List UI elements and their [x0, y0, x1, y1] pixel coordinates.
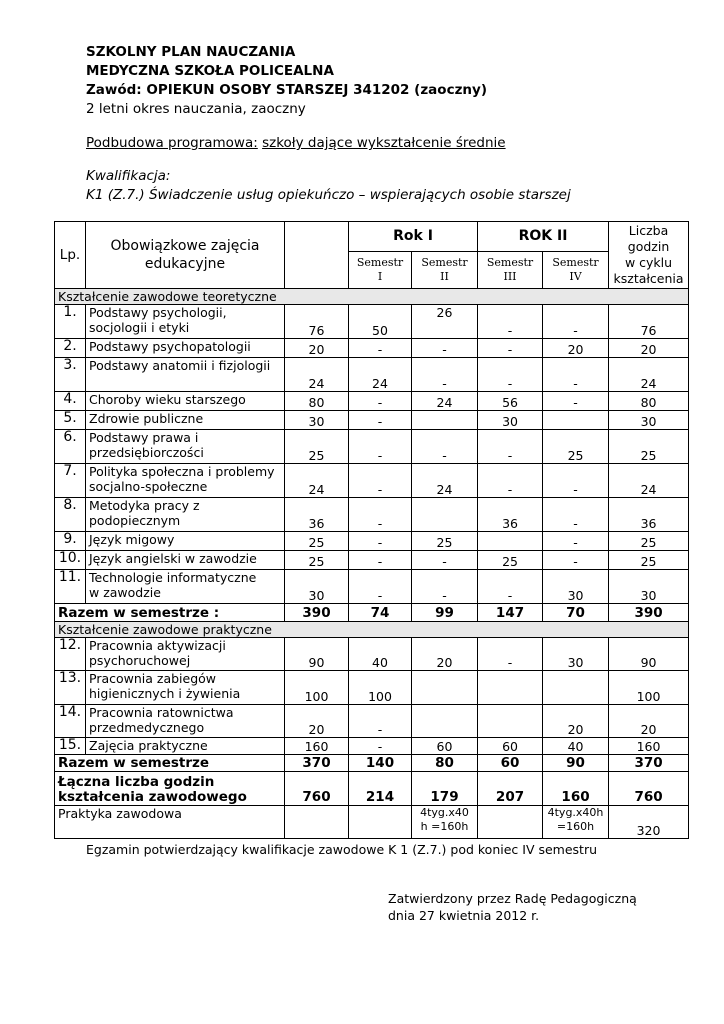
theory-rows [55, 305, 689, 604]
row-sem-3: - [478, 430, 543, 464]
practice-sum-row [55, 755, 689, 772]
row-sem-4: - [543, 551, 609, 570]
row-sem-2: - [412, 551, 478, 570]
row-subject-line1: Język angielski w zawodzie [89, 551, 257, 566]
row-subject [86, 671, 285, 705]
sem-label: Semestr [421, 256, 468, 269]
table-row [55, 738, 689, 755]
podbudowa-value: szkoły dające wykształcenie średnie [262, 135, 506, 151]
row-total: 20 [609, 705, 689, 738]
row-total: 20 [609, 339, 689, 358]
row-subject [86, 411, 285, 430]
row-subject-line2: higienicznych i żywienia [89, 686, 241, 701]
school-name: MEDYCZNA SZKOŁA POLICEALNA [86, 63, 334, 79]
table-row [55, 305, 689, 339]
row-sem-2 [412, 498, 478, 532]
sum-cell: 370 [285, 755, 349, 772]
egzamin-note: Egzamin potwierdzający kwalifikacje zawodowe K 1 (Z.7.) pod koniec IV semestru [86, 842, 598, 857]
praktyka-s2-line2: h =160h [420, 820, 469, 833]
row-sem-3: 60 [478, 738, 543, 755]
row-sem-2: 60 [412, 738, 478, 755]
doc-title: SZKOLNY PLAN NAUCZANIA [86, 44, 296, 60]
row-sem-1: - [349, 339, 412, 358]
row-total: 160 [609, 738, 689, 755]
approval-line1: Zatwierdzony przez Radę Pedagogiczną [388, 891, 637, 906]
row-total: 80 [609, 392, 689, 411]
row-sem-4: - [543, 464, 609, 498]
sem-number: I [377, 270, 383, 283]
row-subject-line2: psychoruchowej [89, 653, 191, 668]
table-row [55, 705, 689, 738]
sum-cell: 74 [349, 604, 412, 622]
row-subject-line2: socjalno-społeczne [89, 479, 208, 494]
col-subject-line1: Obowiązkowe zajęcia [110, 238, 260, 254]
row-total: 25 [609, 532, 689, 551]
row-hours: 25 [285, 551, 349, 570]
row-sem-2: 20 [412, 638, 478, 671]
praktyka-s2-line1: 4tyg.x40 [420, 806, 469, 819]
sum-cell: 60 [478, 755, 543, 772]
sem-4-header [543, 252, 609, 289]
row-lp: 2. [55, 339, 86, 358]
row-total: 76 [609, 305, 689, 339]
row-sem-1: - [349, 532, 412, 551]
row-lp: 1. [55, 305, 86, 339]
row-sem-4: - [543, 498, 609, 532]
table-row [55, 570, 689, 604]
table-row [55, 392, 689, 411]
row-lp: 9. [55, 532, 86, 551]
row-subject-line2: przedmedycznego [89, 720, 205, 735]
row-subject-line2: przedsiębiorczości [89, 445, 204, 460]
row-sem-1: - [349, 705, 412, 738]
sem-2-header [412, 252, 478, 289]
section-theory-row [55, 289, 689, 305]
rok-2-header: ROK II [478, 222, 609, 252]
row-lp: 5. [55, 411, 86, 430]
sum-cell: 370 [609, 755, 689, 772]
row-sem-1: 100 [349, 671, 412, 705]
row-sem-1: - [349, 738, 412, 755]
table-row [55, 551, 689, 570]
sem-number: III [503, 270, 517, 283]
row-sem-1: - [349, 411, 412, 430]
row-subject [86, 358, 285, 392]
row-subject [86, 464, 285, 498]
podbudowa [86, 134, 506, 153]
praktyka-s4-line2: =160h [556, 820, 595, 833]
row-sem-2: 26 [412, 305, 478, 339]
row-sem-2: - [412, 570, 478, 604]
row-total: 24 [609, 358, 689, 392]
grand-total-label [55, 772, 285, 806]
row-sem-4: - [543, 358, 609, 392]
sum-cell: 390 [609, 604, 689, 622]
row-sem-4: 40 [543, 738, 609, 755]
row-sem-3: - [478, 339, 543, 358]
approval-line2: dnia 27 kwietnia 2012 r. [388, 908, 540, 923]
row-sem-2: - [412, 430, 478, 464]
row-subject-line1: Pracownia aktywizacji [89, 638, 226, 653]
row-sem-1: - [349, 464, 412, 498]
row-sem-3: 36 [478, 498, 543, 532]
row-sem-3: 25 [478, 551, 543, 570]
row-sem-3: - [478, 570, 543, 604]
row-total: 36 [609, 498, 689, 532]
row-total: 30 [609, 570, 689, 604]
row-total: 90 [609, 638, 689, 671]
row-subject-line1: Podstawy prawa i [89, 430, 199, 445]
praktyka-s4 [543, 806, 609, 839]
table-row [55, 358, 689, 392]
row-hours: 25 [285, 532, 349, 551]
row-total: 30 [609, 411, 689, 430]
row-subject [86, 305, 285, 339]
row-subject-line1: Pracownia zabiegów [89, 671, 217, 686]
row-subject-line1: Zdrowie publiczne [89, 411, 204, 426]
grand-total-label-line1: Łączna liczba godzin [58, 774, 215, 790]
sem-label: Semestr [486, 256, 534, 269]
cell [349, 806, 412, 839]
sem-3-header [478, 252, 543, 289]
row-sem-3: 30 [478, 411, 543, 430]
sum-cell: 147 [478, 604, 543, 622]
row-sem-3 [478, 532, 543, 551]
row-sem-3 [478, 671, 543, 705]
row-subject-line1: Podstawy anatomii i fizjologii [89, 358, 271, 373]
col-liczba [609, 222, 689, 289]
section-practice-label: Kształcenie zawodowe praktyczne [55, 622, 689, 638]
row-sem-1: - [349, 498, 412, 532]
row-subject-line2: w zawodzie [89, 585, 161, 600]
row-sem-1: - [349, 551, 412, 570]
table-row [55, 638, 689, 671]
row-sem-4: 25 [543, 430, 609, 464]
sem-1-header [349, 252, 412, 289]
row-subject-line1: Podstawy psychopatologii [89, 339, 251, 354]
row-lp: 6. [55, 430, 86, 464]
row-subject [86, 638, 285, 671]
row-subject [86, 430, 285, 464]
profession: Zawód: OPIEKUN OSOBY STARSZEJ 341202 (zaoczny) [86, 82, 488, 98]
kwalifikacja-value: K1 (Z.7.) Świadczenie usług opiekuńczo – wspierających osobie starszej [86, 187, 571, 203]
praktyka-s4-line1: 4tyg.x40h [547, 806, 604, 819]
sum-cell: 160 [543, 772, 609, 806]
col-lp: Lp. [55, 222, 86, 289]
col-subject-line2: edukacyjne [144, 256, 226, 272]
row-hours: 80 [285, 392, 349, 411]
row-subject-line1: Pracownia ratownictwa [89, 705, 234, 720]
row-hours: 20 [285, 339, 349, 358]
table-row [55, 411, 689, 430]
row-hours: 25 [285, 430, 349, 464]
row-sem-2: 24 [412, 464, 478, 498]
row-lp: 14. [55, 705, 86, 738]
sem-number: II [440, 270, 449, 283]
row-sem-3: 56 [478, 392, 543, 411]
liczba-line1: Liczba [628, 223, 669, 238]
row-subject [86, 738, 285, 755]
cell [285, 806, 349, 839]
praktyka-row [55, 806, 689, 839]
row-lp: 12. [55, 638, 86, 671]
praktyka-s2 [412, 806, 478, 839]
row-sem-2 [412, 411, 478, 430]
sum-cell: 99 [412, 604, 478, 622]
grand-total-label-line2: kształcenia zawodowego [58, 789, 247, 805]
row-subject-line1: Podstawy psychologii, [89, 305, 227, 320]
row-sem-2 [412, 671, 478, 705]
row-hours: 36 [285, 498, 349, 532]
row-subject [86, 498, 285, 532]
row-sem-3 [478, 705, 543, 738]
praktyka-label: Praktyka zawodowa [55, 806, 285, 839]
row-sem-1: 24 [349, 358, 412, 392]
table-row [55, 464, 689, 498]
row-lp: 11. [55, 570, 86, 604]
podbudowa-label: Podbudowa programowa: [86, 135, 258, 151]
sem-label: Semestr [356, 256, 404, 269]
row-sem-3: - [478, 305, 543, 339]
row-sem-4: 20 [543, 705, 609, 738]
row-lp: 10. [55, 551, 86, 570]
row-sem-4 [543, 411, 609, 430]
sem-number: IV [569, 270, 582, 283]
row-hours: 30 [285, 570, 349, 604]
theory-sum-label: Razem w semestrze : [55, 604, 285, 622]
row-subject [86, 392, 285, 411]
sum-cell: 80 [412, 755, 478, 772]
praktyka-total: 320 [609, 806, 689, 839]
row-sem-1: - [349, 392, 412, 411]
sum-cell: 760 [609, 772, 689, 806]
liczba-line4: kształcenia [613, 271, 684, 286]
row-subject-line1: Polityka społeczna i problemy [89, 464, 275, 479]
row-lp: 3. [55, 358, 86, 392]
row-hours: 100 [285, 671, 349, 705]
row-subject [86, 532, 285, 551]
row-hours: 20 [285, 705, 349, 738]
rok-1-header: Rok I [349, 222, 478, 252]
row-sem-2: - [412, 358, 478, 392]
row-subject [86, 551, 285, 570]
row-sem-4: 30 [543, 638, 609, 671]
row-sem-2: - [412, 339, 478, 358]
sum-cell: 760 [285, 772, 349, 806]
col-subject [86, 222, 285, 289]
table-row [55, 498, 689, 532]
sum-cell: 207 [478, 772, 543, 806]
row-subject [86, 339, 285, 358]
row-total: 25 [609, 430, 689, 464]
row-lp: 8. [55, 498, 86, 532]
sum-cell: 390 [285, 604, 349, 622]
row-sem-3: - [478, 638, 543, 671]
table-row [55, 339, 689, 358]
row-sem-1: - [349, 430, 412, 464]
row-subject [86, 570, 285, 604]
row-total: 24 [609, 464, 689, 498]
row-sem-3: - [478, 464, 543, 498]
table-header-row [55, 222, 689, 252]
row-sem-3: - [478, 358, 543, 392]
practice-sum-label: Razem w semestrze [55, 755, 285, 772]
row-total: 100 [609, 671, 689, 705]
row-sem-4: 30 [543, 570, 609, 604]
row-hours: 24 [285, 464, 349, 498]
row-subject-line1: Technologie informatyczne [89, 570, 257, 585]
row-subject-line1: Metodyka pracy z [89, 498, 200, 513]
row-hours: 76 [285, 305, 349, 339]
sem-label: Semestr [552, 256, 599, 269]
curriculum-table [54, 221, 689, 839]
row-lp: 4. [55, 392, 86, 411]
row-hours: 90 [285, 638, 349, 671]
row-sem-4: - [543, 392, 609, 411]
row-sem-2: 25 [412, 532, 478, 551]
row-sem-1: - [349, 570, 412, 604]
row-subject-line1: Język migowy [89, 532, 175, 547]
sum-cell: 90 [543, 755, 609, 772]
row-hours: 24 [285, 358, 349, 392]
table-row [55, 532, 689, 551]
table-row [55, 430, 689, 464]
row-lp: 13. [55, 671, 86, 705]
col-blank [285, 222, 349, 289]
row-sem-4: - [543, 305, 609, 339]
sum-cell: 70 [543, 604, 609, 622]
row-sem-2: 24 [412, 392, 478, 411]
row-sem-2 [412, 705, 478, 738]
row-sem-4 [543, 671, 609, 705]
row-sem-1: 40 [349, 638, 412, 671]
theory-sum-row [55, 604, 689, 622]
sum-cell: 179 [412, 772, 478, 806]
section-theory-label: Kształcenie zawodowe teoretyczne [55, 289, 689, 305]
row-hours: 160 [285, 738, 349, 755]
table-row [55, 671, 689, 705]
study-period: 2 letni okres nauczania, zaoczny [86, 101, 306, 117]
kwalifikacja-label: Kwalifikacja: [86, 168, 171, 184]
grand-total-row [55, 772, 689, 806]
row-total: 25 [609, 551, 689, 570]
row-lp: 7. [55, 464, 86, 498]
row-subject [86, 705, 285, 738]
liczba-line2: godzin [627, 239, 670, 254]
row-lp: 15. [55, 738, 86, 755]
row-sem-1: 50 [349, 305, 412, 339]
row-subject-line2: podopiecznym [89, 513, 181, 528]
row-sem-4: 20 [543, 339, 609, 358]
sum-cell: 214 [349, 772, 412, 806]
cell [478, 806, 543, 839]
row-subject-line1: Choroby wieku starszego [89, 392, 246, 407]
row-hours: 30 [285, 411, 349, 430]
row-sem-4: - [543, 532, 609, 551]
section-practice-row [55, 622, 689, 638]
row-subject-line2: socjologii i etyki [89, 320, 190, 335]
row-subject-line1: Zajęcia praktyczne [89, 738, 208, 753]
sum-cell: 140 [349, 755, 412, 772]
liczba-line3: w cyklu [624, 255, 673, 270]
practice-rows [55, 638, 689, 755]
